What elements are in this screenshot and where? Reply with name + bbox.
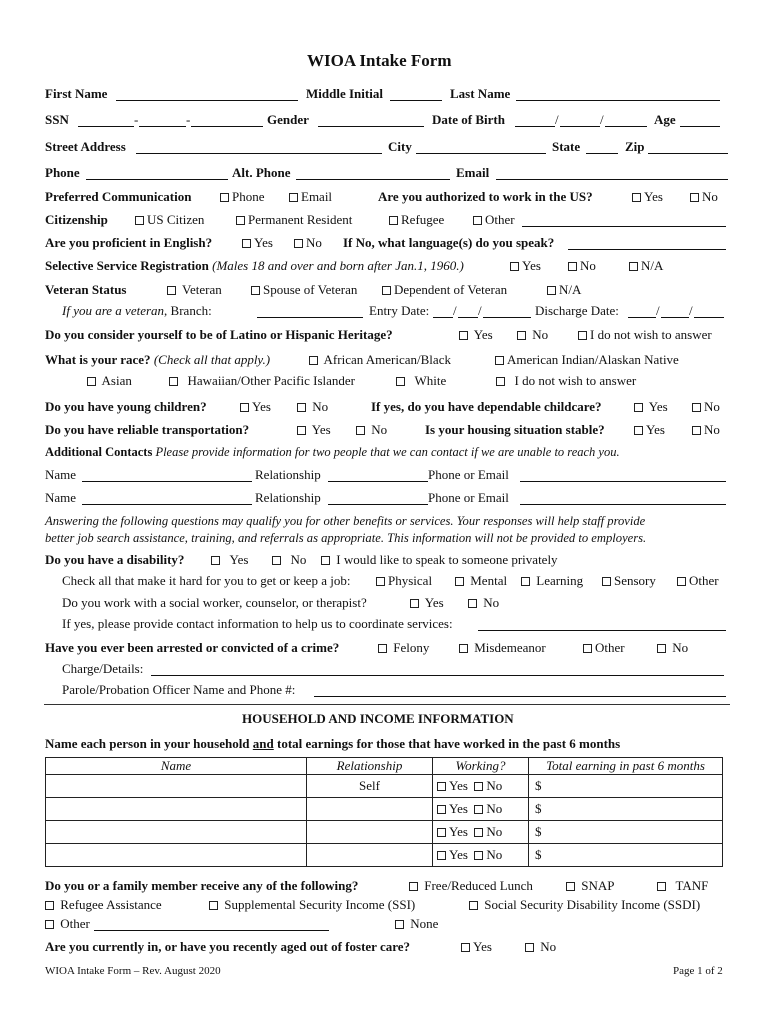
checkbox[interactable] (211, 556, 220, 565)
table-row (46, 798, 723, 821)
age-field[interactable] (680, 126, 720, 127)
contact1-pe-label: Phone or Email (428, 467, 509, 482)
discharge-date-label: Discharge Date: (535, 303, 619, 318)
checkbox[interactable] (634, 426, 643, 435)
checkbox[interactable] (474, 782, 483, 791)
zip-field[interactable] (648, 153, 728, 154)
name-cell[interactable] (46, 844, 307, 867)
race-white[interactable]: White (396, 374, 446, 387)
children-yes[interactable]: Yes (240, 400, 271, 413)
checkbox[interactable] (602, 577, 611, 586)
age-label: Age (654, 112, 676, 127)
working-cell: Yes No (433, 844, 529, 867)
ben-ssdi[interactable]: Social Security Disability Income (SSDI) (469, 898, 700, 911)
dob-slash: / (600, 112, 604, 127)
relationship-cell[interactable] (307, 821, 433, 844)
checkbox[interactable] (272, 556, 281, 565)
table-row (46, 844, 723, 867)
childcare-question: If yes, do you have dependable childcare? (371, 399, 602, 414)
dob-year-field[interactable] (605, 126, 647, 127)
dob-slash: / (555, 112, 559, 127)
date-slash: / (689, 303, 693, 318)
checkbox[interactable] (389, 216, 398, 225)
english-no[interactable]: No (294, 236, 322, 249)
checkbox[interactable] (437, 828, 446, 837)
sw-contact-label: If yes, please provide contact information to help us to coordinate services: (62, 616, 453, 631)
checkbox[interactable] (495, 356, 504, 365)
race-question: What is your race? (45, 352, 151, 367)
footer-left: WIOA Intake Form – Rev. August 2020 (45, 965, 221, 977)
relationship-cell[interactable] (307, 798, 433, 821)
checkbox[interactable] (690, 193, 699, 202)
checkbox[interactable] (634, 403, 643, 412)
entry-year-field[interactable] (483, 317, 531, 318)
foster-yes[interactable]: Yes (461, 940, 492, 953)
cit-other-field[interactable] (522, 226, 726, 227)
gender-label: Gender (267, 112, 309, 127)
crime-no[interactable]: No (657, 641, 688, 654)
race-dw[interactable]: I do not wish to answer (496, 374, 636, 387)
checkbox[interactable] (376, 577, 385, 586)
col-header: Working? (433, 758, 529, 775)
childcare-yes[interactable]: Yes (634, 400, 668, 413)
cit-other-option[interactable]: Other (473, 213, 515, 226)
cit-pr-option[interactable]: Permanent Resident (236, 213, 352, 226)
selective-service-label: Selective Service Registration (45, 258, 209, 273)
checkbox[interactable] (395, 920, 404, 929)
ssn-label: SSN (45, 112, 69, 127)
checkbox[interactable] (410, 599, 419, 608)
checkbox[interactable] (517, 331, 526, 340)
ben-refugee[interactable]: Refugee Assistance (45, 898, 162, 911)
language-question: If No, what language(s) do you speak? (343, 235, 555, 250)
date-slash: / (656, 303, 660, 318)
vet-dependent-option[interactable]: Dependent of Veteran (382, 283, 507, 296)
work-auth-question: Are you authorized to work in the US? (378, 189, 593, 204)
name-cell[interactable] (46, 775, 307, 798)
checkbox[interactable] (321, 556, 330, 565)
earnings-cell[interactable]: $ (529, 844, 723, 867)
sw-yes[interactable]: Yes (410, 596, 444, 609)
checkbox[interactable] (167, 286, 176, 295)
household-instructions: Name each person in your household and total earnings for those that have worked in the past 6 months (45, 736, 621, 751)
working-cell: Yes No (433, 821, 529, 844)
housing-yes[interactable]: Yes (634, 423, 665, 436)
additional-contacts-label: Additional Contacts (45, 445, 153, 459)
name-cell[interactable] (46, 821, 307, 844)
working-cell: Yes No (433, 775, 529, 798)
disability-no[interactable]: No (272, 553, 306, 566)
branch-field[interactable] (257, 317, 363, 318)
col-header: Total earning in past 6 months (529, 758, 723, 775)
housing-no[interactable]: No (692, 423, 720, 436)
contact1-pe-field[interactable] (520, 481, 726, 482)
checkbox[interactable] (382, 286, 391, 295)
race-hawaiian[interactable]: Hawaiian/Other Pacific Islander (169, 374, 355, 387)
checkbox[interactable] (220, 193, 229, 202)
checkbox[interactable] (45, 920, 54, 929)
checkbox[interactable] (657, 882, 666, 891)
pref-comm-label: Preferred Communication (45, 189, 192, 204)
household-title: HOUSEHOLD AND INCOME INFORMATION (242, 711, 514, 726)
latino-no[interactable]: No (517, 328, 548, 341)
checkbox[interactable] (568, 262, 577, 271)
branch-label: , Branch: (164, 303, 212, 318)
children-question: Do you have young children? (45, 399, 207, 414)
work-auth-yes[interactable]: Yes (632, 190, 663, 203)
phone-label: Phone (45, 165, 80, 180)
parole-field[interactable] (314, 696, 726, 697)
dob-label: Date of Birth (432, 112, 505, 127)
dis-mental[interactable]: Mental (455, 574, 507, 587)
checkbox[interactable] (378, 644, 387, 653)
english-yes[interactable]: Yes (242, 236, 273, 249)
table-row (46, 821, 723, 844)
checkbox[interactable] (459, 644, 468, 653)
checkbox[interactable] (629, 262, 638, 271)
checkbox[interactable] (297, 426, 306, 435)
children-no[interactable]: No (297, 400, 328, 413)
col-header: Relationship (307, 758, 433, 775)
contact2-rel-label: Relationship (255, 490, 321, 505)
checkbox[interactable] (496, 377, 505, 386)
parole-label: Parole/Probation Officer Name and Phone #: (62, 682, 296, 697)
foster-question: Are you currently in, or have you recently aged out of foster care? (45, 939, 411, 954)
checkbox[interactable] (461, 943, 470, 952)
last-name-label: Last Name (450, 86, 511, 101)
latino-question: Do you consider yourself to be of Latino or Hispanic Heritage? (45, 327, 393, 342)
contact2-rel-field[interactable] (328, 504, 428, 505)
checkbox[interactable] (566, 882, 575, 891)
middle-initial-label: Middle Initial (306, 86, 383, 101)
transport-no[interactable]: No (356, 423, 387, 436)
email-label: Email (456, 165, 490, 180)
checkbox[interactable] (251, 286, 260, 295)
ssn-dash: - (134, 112, 139, 127)
cit-refugee-option[interactable]: Refugee (389, 213, 444, 226)
veteran-label: Veteran Status (45, 282, 127, 297)
first-name-label: First Name (45, 86, 108, 101)
checkbox[interactable] (240, 403, 249, 412)
checkbox[interactable] (547, 286, 556, 295)
checkbox[interactable] (459, 331, 468, 340)
table-row (46, 775, 723, 798)
checkbox[interactable] (632, 193, 641, 202)
contact2-name-label: Name (45, 490, 77, 505)
checkbox[interactable] (169, 377, 178, 386)
latino-dw[interactable]: I do not wish to answer (578, 328, 712, 341)
race-american-indian[interactable]: American Indian/Alaskan Native (495, 353, 679, 366)
contact1-name-label: Name (45, 467, 77, 482)
charge-label: Charge/Details: (62, 661, 144, 676)
work-auth-no[interactable]: No (690, 190, 718, 203)
foster-no[interactable]: No (525, 940, 556, 953)
pref-email-option[interactable]: Email (289, 190, 332, 203)
checkbox[interactable] (87, 377, 96, 386)
entry-day-field[interactable] (458, 317, 478, 318)
ben-snap[interactable]: SNAP (566, 879, 615, 892)
checkbox[interactable] (677, 577, 686, 586)
crime-other[interactable]: Other (583, 641, 625, 654)
contact2-pe-label: Phone or Email (428, 490, 509, 505)
zip-label: Zip (625, 139, 645, 154)
ssn-field-1[interactable] (78, 126, 134, 127)
ben-other[interactable]: Other (45, 917, 90, 930)
dis-physical[interactable]: Physical (376, 574, 432, 587)
disability-question: Do you have a disability? (45, 552, 185, 567)
entry-date-label: Entry Date: (369, 303, 430, 318)
cit-us-option[interactable]: US Citizen (135, 213, 204, 226)
pref-phone-option[interactable]: Phone (220, 190, 265, 203)
checkbox[interactable] (135, 216, 144, 225)
page-title: WIOA Intake Form (307, 51, 452, 70)
vet-na-option[interactable]: N/A (547, 283, 581, 296)
checkbox[interactable] (510, 262, 519, 271)
phone-field[interactable] (86, 179, 228, 180)
entry-month-field[interactable] (433, 317, 453, 318)
earnings-cell[interactable]: $ (529, 821, 723, 844)
race-note: (Check all that apply.) (153, 352, 271, 367)
housing-question: Is your housing situation stable? (425, 422, 605, 437)
checkbox[interactable] (289, 193, 298, 202)
dis-learning[interactable]: Learning (521, 574, 583, 587)
city-label: City (388, 139, 412, 154)
dis-sensory[interactable]: Sensory (602, 574, 656, 587)
household-table (45, 757, 723, 867)
alt-phone-label: Alt. Phone (232, 165, 291, 180)
charge-field[interactable] (151, 675, 724, 676)
earnings-cell[interactable]: $ (529, 798, 723, 821)
checkbox[interactable] (474, 851, 483, 860)
checkbox[interactable] (45, 901, 54, 910)
contact2-pe-field[interactable] (520, 504, 726, 505)
benefits-question: Do you or a family member receive any of the following? (45, 878, 359, 893)
checkbox[interactable] (525, 943, 534, 952)
checkbox[interactable] (583, 644, 592, 653)
checkbox[interactable] (474, 828, 483, 837)
sw-no[interactable]: No (468, 596, 499, 609)
table-header-row (46, 758, 723, 775)
childcare-no[interactable]: No (692, 400, 720, 413)
crime-question: Have you ever been arrested or convicted of a crime? (45, 640, 340, 655)
vet-spouse-option[interactable]: Spouse of Veteran (251, 283, 357, 296)
english-question: Are you proficient in English? (45, 235, 213, 250)
info-note-line1: Answering the following questions may qualify you for other benefits or services. Your responses will help staff provide (45, 514, 646, 528)
checkbox[interactable] (209, 901, 218, 910)
checkbox[interactable] (396, 377, 405, 386)
contact1-rel-label: Relationship (255, 467, 321, 482)
contact1-name-field[interactable] (82, 481, 252, 482)
latino-yes[interactable]: Yes (459, 328, 493, 341)
date-slash: / (478, 303, 482, 318)
col-header: Name (46, 758, 307, 775)
middle-initial-field[interactable] (390, 100, 442, 101)
checkbox[interactable] (474, 805, 483, 814)
citizenship-label: Citizenship (45, 212, 108, 227)
discharge-month-field[interactable] (628, 317, 656, 318)
veteran-if-text: If you are a veteran (62, 303, 165, 318)
discharge-year-field[interactable] (694, 317, 724, 318)
ssn-field-3[interactable] (191, 126, 263, 127)
relationship-cell[interactable] (307, 844, 433, 867)
ben-tanf[interactable]: TANF (657, 879, 708, 892)
checkbox[interactable] (437, 805, 446, 814)
selective-service-note: (Males 18 and over and born after Jan.1, 1960.) (212, 258, 464, 273)
checkbox[interactable] (455, 577, 464, 586)
disability-private[interactable]: I would like to speak to someone privately (321, 553, 558, 566)
dis-other[interactable]: Other (677, 574, 719, 587)
social-worker-question: Do you work with a social worker, counselor, or therapist? (62, 595, 367, 610)
checkbox[interactable] (309, 356, 318, 365)
checkbox[interactable] (437, 851, 446, 860)
sw-contact-field[interactable] (478, 630, 726, 631)
earnings-cell[interactable]: $ (529, 775, 723, 798)
sel-no[interactable]: No (568, 259, 596, 272)
state-label: State (552, 139, 581, 154)
dob-month-field[interactable] (515, 126, 555, 127)
vet-veteran-option[interactable]: Veteran (167, 283, 222, 296)
section-divider (44, 704, 730, 705)
relationship-cell: Self (307, 775, 433, 798)
language-field[interactable] (568, 249, 726, 250)
ben-none[interactable]: None (395, 917, 438, 930)
checkbox[interactable] (578, 331, 587, 340)
contact2-name-field[interactable] (82, 504, 252, 505)
race-african-american[interactable]: African American/Black (309, 353, 451, 366)
checkbox[interactable] (409, 882, 418, 891)
additional-contacts-note: Please provide information for two people that we can contact if we are unable to reach you. (155, 445, 620, 459)
dob-day-field[interactable] (560, 126, 600, 127)
checkbox[interactable] (521, 577, 530, 586)
state-field[interactable] (586, 153, 618, 154)
ben-other-field[interactable] (94, 930, 329, 931)
checkbox[interactable] (242, 239, 251, 248)
gender-field[interactable] (318, 126, 424, 127)
checkbox[interactable] (297, 403, 306, 412)
contact1-rel-field[interactable] (328, 481, 428, 482)
checkbox[interactable] (356, 426, 365, 435)
checkbox[interactable] (469, 901, 478, 910)
race-asian[interactable]: Asian (87, 374, 132, 387)
email-field[interactable] (496, 179, 728, 180)
alt-phone-field[interactable] (296, 179, 450, 180)
discharge-day-field[interactable] (661, 317, 689, 318)
checkbox[interactable] (692, 403, 701, 412)
first-name-field[interactable] (116, 100, 298, 101)
checkbox[interactable] (473, 216, 482, 225)
sel-na[interactable]: N/A (629, 259, 663, 272)
checkbox[interactable] (657, 644, 666, 653)
footer-page-number: Page 1 of 2 (673, 965, 723, 977)
checkbox[interactable] (468, 599, 477, 608)
checkbox[interactable] (294, 239, 303, 248)
ben-ssi[interactable]: Supplemental Security Income (SSI) (209, 898, 415, 911)
crime-felony[interactable]: Felony (378, 641, 429, 654)
city-field[interactable] (416, 153, 546, 154)
info-note-line2: better job search assistance, training, and referrals as appropriate. This information will not be provided to employers. (45, 531, 647, 545)
street-label: Street Address (45, 139, 126, 154)
name-cell[interactable] (46, 798, 307, 821)
ssn-dash: - (186, 112, 191, 127)
checkbox[interactable] (692, 426, 701, 435)
checkbox[interactable] (236, 216, 245, 225)
transport-question: Do you have reliable transportation? (45, 422, 250, 437)
street-field[interactable] (136, 153, 382, 154)
date-slash: / (453, 303, 457, 318)
checkbox[interactable] (437, 782, 446, 791)
ben-free-lunch[interactable]: Free/Reduced Lunch (409, 879, 533, 892)
transport-yes[interactable]: Yes (297, 423, 331, 436)
ssn-field-2[interactable] (139, 126, 186, 127)
disability-check-label: Check all that make it hard for you to get or keep a job: (62, 573, 351, 588)
last-name-field[interactable] (516, 100, 720, 101)
crime-misdemeanor[interactable]: Misdemeanor (459, 641, 546, 654)
working-cell: Yes No (433, 798, 529, 821)
disability-yes[interactable]: Yes (211, 553, 248, 566)
sel-yes[interactable]: Yes (510, 259, 541, 272)
